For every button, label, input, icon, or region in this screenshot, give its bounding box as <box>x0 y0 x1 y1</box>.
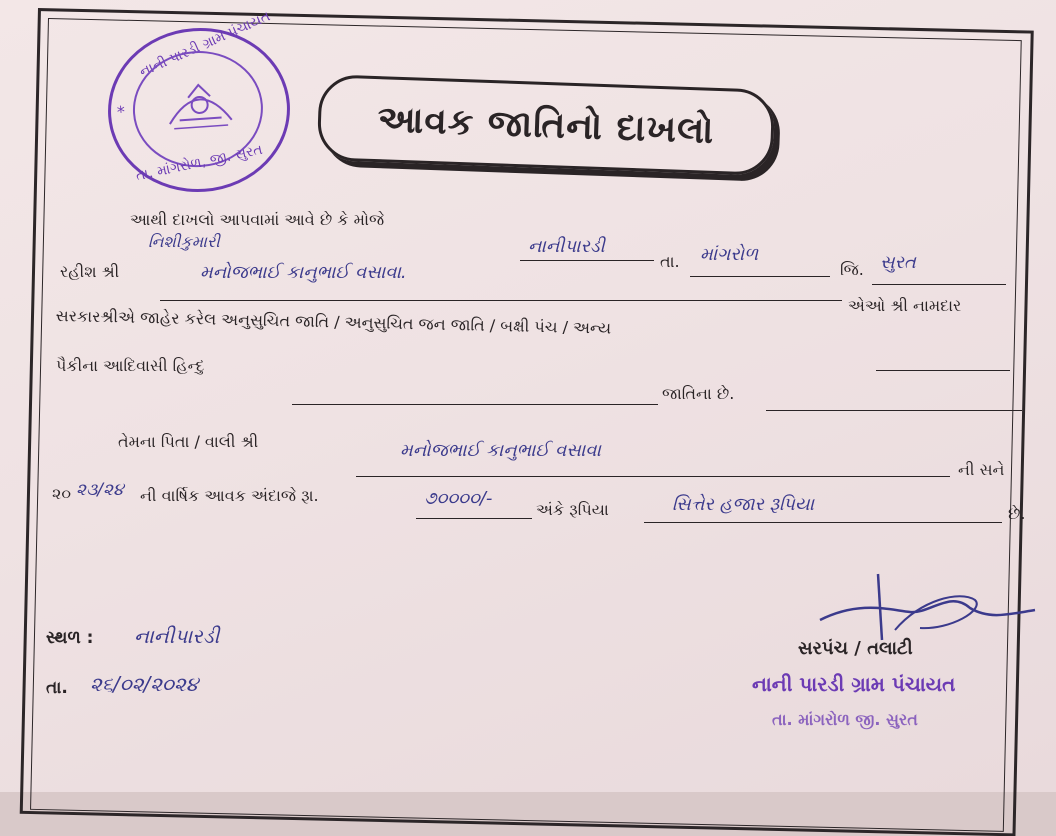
seal-top-text: નાની પારડી ગ્રામ પંચાયત <box>137 8 273 81</box>
income-label: ની વાર્ષિક આવક અંદાજે રૂા. <box>140 486 319 505</box>
place-value: નાનીપારડી <box>134 624 220 648</box>
income-in-words: સિત્તેર હજાર રૂપિયા <box>672 494 814 515</box>
income-amount: ૭૦૦૦૦/- <box>424 488 493 509</box>
line1-prefix: આથી દાખલો આપવામાં આવે છે કે મોજે <box>130 210 385 229</box>
taluka-value: માંગરોળ <box>700 244 759 265</box>
line3-categories: સરકારશ્રીએ જાહેર કરેલ અનુસુચિત જાતિ / અનુસુચિત જન જાતિ / બક્ષી પંચ / અન્ય <box>55 306 612 338</box>
year-value: ૨૩/૨૪ <box>76 480 124 500</box>
signatory-role: સરપંચ / તલાટી <box>798 638 913 659</box>
emblem-icon <box>156 64 243 140</box>
panchayat-stamp-taluka: તા. માંગરોળ જી. સુરત <box>772 710 918 729</box>
applicant-name-above: નિશીકુમારી <box>148 232 220 251</box>
district-value: સુરત <box>880 252 916 273</box>
date-label: તા. <box>46 678 68 698</box>
line4-prefix: પૈકીના આદિવાસી હિન્દુ <box>56 356 205 375</box>
year-prefix: ૨૦ <box>52 484 72 503</box>
applicant-name: મનોજભાઈ કાનુભાઈ વસાવા. <box>200 262 407 283</box>
line5-prefix: તેમના પિતા / વાલી શ્રી <box>118 432 259 451</box>
line2-suffix: એઓ શ્રી નામદાર <box>848 296 962 315</box>
panchayat-stamp-name: નાની પારડી ગ્રામ પંચાયત <box>752 672 956 696</box>
document-title: આવક જાતિનો દાખલો <box>376 97 716 152</box>
words-label: અંકે રૂપિયા <box>536 500 609 519</box>
line6-suffix: છે. <box>1008 504 1026 523</box>
date-value: ૨૬/૦૨/૨૦૨૪ <box>90 672 199 696</box>
seal-star: * <box>116 102 126 122</box>
line2-prefix: રહીશ શ્રી <box>60 262 120 281</box>
village-value: નાનીપારડી <box>528 236 605 257</box>
taluka-label: તા. <box>660 252 680 271</box>
seal-bottom-text: તા. માંગરોળ, જી. સુરત <box>134 141 265 185</box>
line4-suffix: જાતિના છે. <box>662 384 735 403</box>
line5-suffix: ની સને <box>958 460 1005 479</box>
caste-fill-line <box>766 386 1022 411</box>
district-label: જિ. <box>840 260 864 279</box>
tribe-fill-line <box>292 380 658 405</box>
title-box <box>317 74 776 176</box>
other-fill-line <box>876 346 1010 371</box>
father-name: મનોજભાઈ કાનુભાઈ વસાવા <box>400 440 601 461</box>
place-label: સ્થળ : <box>46 628 94 648</box>
